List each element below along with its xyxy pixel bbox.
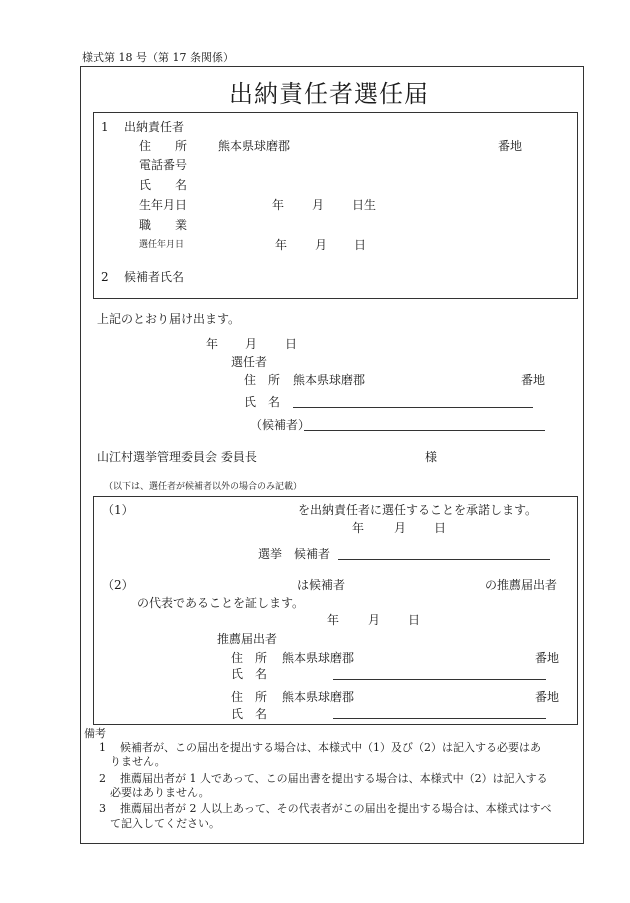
appoint-month: 月 — [315, 238, 328, 252]
address-label: 住 所 — [139, 139, 188, 153]
appointer-address-suffix: 番地 — [521, 373, 546, 387]
appointer-label: 選任者 — [231, 355, 268, 369]
consent-item2-number: （2） — [102, 578, 134, 592]
submit-day: 日 — [285, 337, 298, 351]
address-prefix: 熊本県球磨郡 — [218, 139, 291, 153]
consent-note: （以下は、選任者が候補者以外の場合のみ記載） — [104, 482, 303, 492]
remark-1-number: 1 — [99, 741, 106, 754]
phone-label: 電話番号 — [139, 158, 188, 172]
recommender-label: 推薦届出者 — [217, 632, 278, 646]
candidate-name-line — [304, 430, 545, 431]
birth-month: 月 — [312, 198, 325, 212]
consent-item1-year: 年 — [352, 521, 365, 535]
remark-2-number: 2 — [99, 772, 106, 785]
consent-item1-signature-label: 選挙 候補者 — [258, 547, 331, 561]
rec1-name-label: 氏 名 — [231, 667, 268, 681]
candidate-paren-label: （候補者） — [250, 418, 311, 432]
consent-item1-day: 日 — [434, 521, 447, 535]
page-title: 出納責任者選任届 — [229, 80, 429, 108]
appointer-name-label: 氏 名 — [244, 395, 281, 409]
consent-item2-month: 月 — [368, 613, 381, 627]
appointer-address-prefix: 熊本県球磨郡 — [293, 373, 366, 387]
consent-item2-text-b: の推薦届出者 — [485, 578, 558, 592]
remark-3-number: 3 — [99, 802, 106, 815]
submit-year: 年 — [206, 337, 219, 351]
rec2-name-label: 氏 名 — [231, 707, 268, 721]
rec1-address-prefix: 熊本県球磨郡 — [282, 651, 355, 665]
birth-day: 日生 — [352, 198, 377, 212]
consent-item1-month: 月 — [394, 521, 407, 535]
consent-item1-signature-line — [338, 559, 550, 560]
appointment-date-label: 選任年月日 — [139, 240, 185, 250]
consent-item1-number: （1） — [102, 503, 134, 517]
occupation-label: 職 業 — [139, 218, 188, 232]
birth-year: 年 — [272, 198, 285, 212]
rec1-address-suffix: 番地 — [535, 651, 560, 665]
remarks-heading: 備考 — [84, 727, 106, 740]
remark-2-line1: 推薦届出者が 1 人であって、この届出書を提出する場合は、本様式中（2）は記入する — [120, 772, 548, 785]
remark-1-line2: りません。 — [110, 755, 166, 768]
form-number: 様式第 18 号（第 17 条関係） — [82, 51, 234, 64]
candidate-name-label: 候補者氏名 — [124, 270, 185, 284]
consent-item2-text-a: は候補者 — [297, 578, 346, 592]
rec2-address-prefix: 熊本県球磨郡 — [282, 690, 355, 704]
name-label: 氏 名 — [139, 178, 188, 192]
section1-number: 1 — [101, 120, 109, 134]
section2-number: 2 — [101, 270, 109, 284]
honorific: 様 — [425, 450, 438, 464]
birthdate-label: 生年月日 — [139, 198, 188, 212]
remark-3-line1: 推薦届出者が 2 人以上あって、その代表者がこの届出を提出する場合は、本様式はすべ — [120, 802, 552, 815]
remark-3-line2: て記入してください。 — [110, 817, 220, 830]
appointer-name-line — [293, 407, 533, 408]
appoint-day: 日 — [354, 238, 367, 252]
consent-item2-text-c: の代表であることを証します。 — [137, 596, 305, 610]
consent-item2-year: 年 — [327, 613, 340, 627]
rec1-address-label: 住 所 — [231, 651, 268, 665]
submit-month: 月 — [245, 337, 258, 351]
appoint-year: 年 — [275, 238, 288, 252]
rec2-name-line — [333, 718, 546, 719]
address-suffix: 番地 — [498, 139, 523, 153]
addressee: 山江村選挙管理委員会 委員長 — [97, 450, 257, 464]
rec1-name-line — [333, 679, 546, 680]
submission-statement: 上記のとおり届け出ます。 — [97, 312, 241, 326]
remark-1-line1: 候補者が、この届出を提出する場合は、本様式中（1）及び（2）は記入する必要はあ — [120, 741, 541, 754]
consent-item2-day: 日 — [408, 613, 421, 627]
section1-label: 出納責任者 — [124, 120, 185, 134]
appointer-address-label: 住 所 — [244, 373, 281, 387]
consent-item1-text: を出納責任者に選任することを承諾します。 — [298, 503, 538, 517]
rec2-address-label: 住 所 — [231, 690, 268, 704]
remark-2-line2: 必要はありません。 — [110, 786, 210, 799]
rec2-address-suffix: 番地 — [535, 690, 560, 704]
